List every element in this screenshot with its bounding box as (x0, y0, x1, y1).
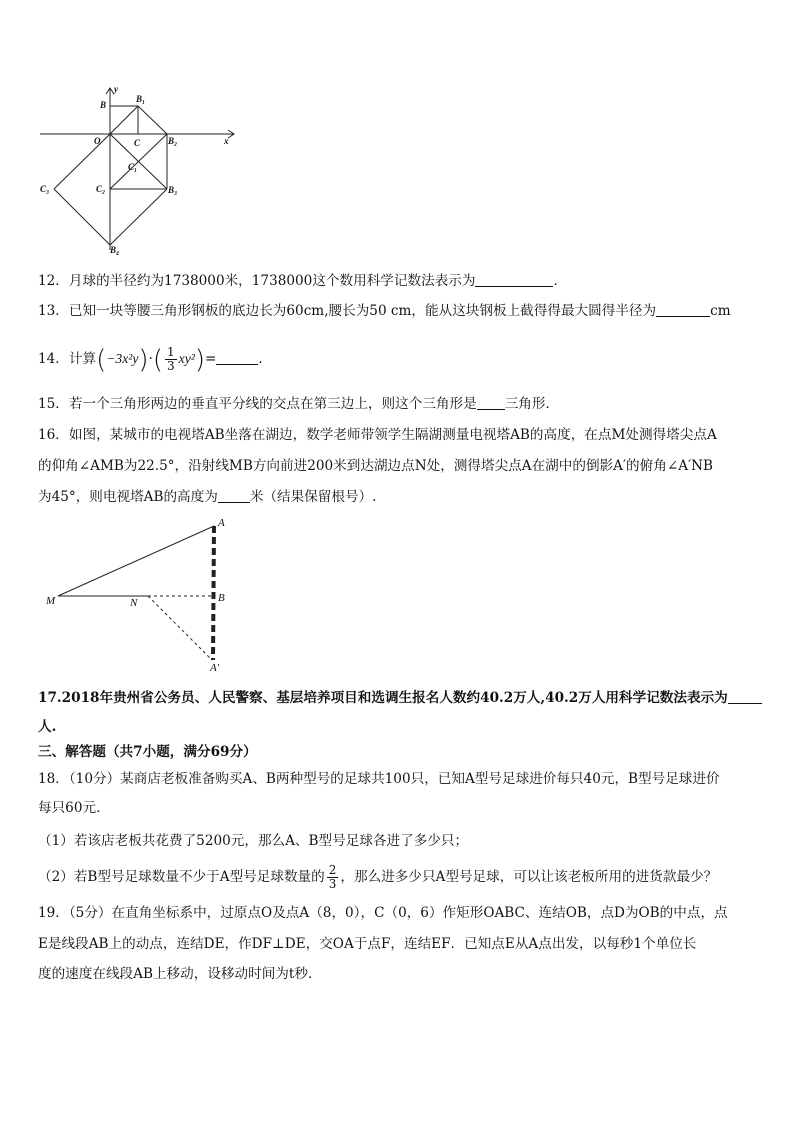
label-M: M (46, 595, 56, 607)
question-16-line-1: 16．如图，某城市的电视塔AB坐落在湖边，数学老师带领学生隔湖测量电视塔AB的高度，在点M处测得塔尖点A (38, 427, 717, 443)
question-16-line-3: 为45°，则电视塔AB的高度为 米（结果保留根号）. (38, 489, 377, 505)
answer-blank-13[interactable] (656, 302, 710, 317)
fraction-one-third: $\frac{1}{3}$ (167, 345, 175, 373)
question-18-sub-2: （2）若B型号足球数量不少于A型号足球数量的 $\frac{2}{3}$ ，那么进多少只A型号足球，可以让该老板所用的进货款最少？ (38, 863, 718, 891)
label-B: B (100, 100, 107, 110)
answer-blank-12[interactable] (475, 272, 553, 287)
label-O: O (94, 136, 101, 146)
coordinate-figure (36, 80, 246, 255)
question-13: 13．已知一块等腰三角形钢板的底边长为60cm,腰长为50 cm，能从这块钢板上截得得最大圆得半径为 cm (38, 303, 731, 319)
question-12: 12．月球的半径约为1738000米，1738000这个数用科学记数法表示为 ． (38, 273, 568, 289)
label-C2: C₂ (96, 184, 106, 194)
label-B1: B₁ (136, 94, 146, 104)
question-17-line-2: 人. (38, 719, 57, 735)
question-18-line-1: 18．（10分）某商店老板准备购买A、B两种型号的足球共100只，已知A型号足球进价每只40元，B型号足球进价 (38, 771, 720, 787)
question-19-line-2: E是线段AB上的动点，连结DE，作DF⊥DE，交OA于点F，连结EF．已知点E从A点出发，以每秒1个单位长 (38, 936, 697, 952)
question-18-sub-1: （1）若该店老板共花费了5200元，那么A、B型号足球各进了多少只； (38, 833, 469, 849)
label-C3: C₃ (40, 184, 50, 194)
label-N: N (130, 597, 138, 609)
label-A-prime: A′ (210, 662, 220, 674)
answer-blank-14[interactable] (216, 350, 258, 365)
tower-figure (36, 514, 246, 674)
label-B4: B₄ (110, 245, 120, 255)
label-A: A (218, 517, 225, 529)
answer-blank-16[interactable] (218, 488, 250, 503)
label-C: C (134, 138, 141, 148)
question-14: 14．计算(−3x²y)·( $\frac{1}{3}$ xy²)= . (38, 345, 263, 375)
label-C1: C₁ (128, 162, 138, 172)
question-16-line-2: 的仰角∠AMB为22.5°，沿射线MB方向前进200米到达湖边点N处，测得塔尖点A在湖中的倒影A′的俯角∠A′NB (38, 458, 714, 474)
question-15: 15．若一个三角形两边的垂直平分线的交点在第三边上，则这个三角形是 三角形． (38, 396, 560, 412)
label-B3: B₃ (168, 185, 178, 195)
question-19-line-1: 19．（5分）在直角坐标系中，过原点O及点A（8，0），C（0，6）作矩形OABC、连结OB，点D为OB的中点，点 (38, 905, 728, 921)
label-B2: B₂ (168, 136, 178, 146)
answer-blank-17[interactable] (728, 689, 762, 704)
section-title: 三、解答题（共7小题，满分69分） (38, 744, 257, 760)
answer-blank-15[interactable] (477, 395, 505, 410)
question-19-line-3: 度的速度在线段AB上移动，设移动时间为t秒． (38, 966, 322, 982)
label-x: x (224, 136, 229, 146)
label-y: y (114, 84, 118, 94)
fraction-two-thirds: $\frac{2}{3}$ (328, 863, 337, 891)
label-B: B (218, 592, 225, 604)
question-17-line-1: 17.2018年贵州省公务员、人民警察、基层培养项目和选调生报名人数约40.2万人,40.2万人用科学记数法表示为 (38, 688, 758, 708)
question-18-line-2: 每只60元． (38, 800, 110, 816)
